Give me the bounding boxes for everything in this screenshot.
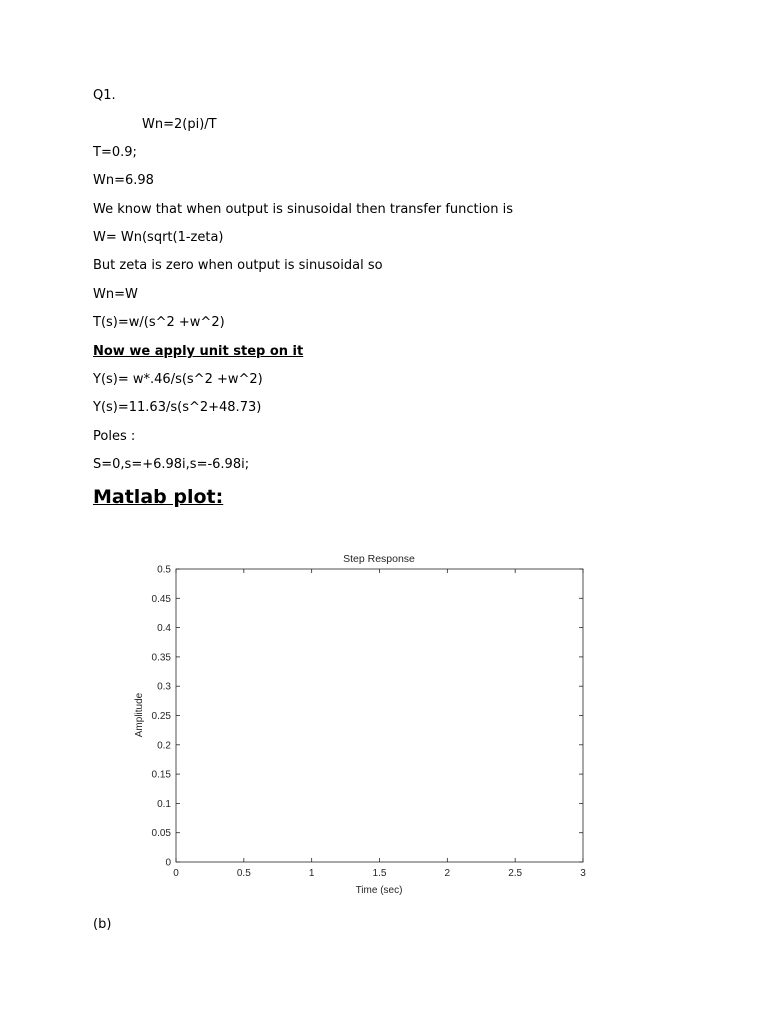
equation-natural-frequency: Wn=2(pi)/T (142, 117, 217, 132)
equation-transfer-function: T(s)=w/(s^2 +w^2) (93, 315, 225, 330)
text-zeta-statement: But zeta is zero when output is sinusoidal so (93, 258, 383, 273)
equation-ys-numeric: Y(s)=11.63/s(s^2+48.73) (93, 400, 262, 415)
y-tick-label-0.3: 0.3 (157, 681, 171, 693)
y-tick-label-0.1: 0.1 (157, 798, 171, 810)
x-axis-label: Time (sec) (355, 885, 403, 896)
y-tick-label-0.35: 0.35 (151, 652, 171, 664)
y-tick-label-0.15: 0.15 (151, 769, 171, 781)
equation-period: T=0.9; (93, 145, 137, 160)
chart-title: Step Response (343, 553, 415, 565)
text-poles-label: Poles : (93, 429, 136, 444)
text-sinusoidal-statement: We know that when output is sinusoidal then transfer function is (93, 202, 513, 217)
section-heading-matlab-plot: Matlab plot: (93, 486, 224, 508)
step-response-chart (120, 545, 600, 905)
equation-wn-equals-w: Wn=W (93, 287, 138, 302)
y-tick-label-0.5: 0.5 (157, 564, 171, 576)
question-label: Q1. (93, 88, 116, 103)
plot-area-frame (176, 569, 583, 862)
x-tick-label-3: 3 (580, 868, 586, 879)
equation-damped-frequency: W= Wn(sqrt(1-zeta) (93, 230, 224, 245)
footer-part-b-label: (b) (93, 917, 112, 932)
y-tick-label-0.4: 0.4 (157, 623, 171, 635)
x-tick-label-2.5: 2.5 (508, 868, 523, 879)
equation-ys-symbolic: Y(s)= w*.46/s(s^2 +w^2) (93, 372, 263, 387)
x-tick-label-1: 1 (308, 868, 315, 879)
equation-poles: S=0,s=+6.98i,s=-6.98i; (93, 457, 250, 472)
y-tick-label-0: 0 (165, 857, 171, 869)
x-tick-label-1.5: 1.5 (372, 868, 387, 879)
x-tick-label-0.5: 0.5 (236, 868, 251, 879)
subheading-unit-step: Now we apply unit step on it (93, 344, 304, 359)
equation-wn-value: Wn=6.98 (93, 173, 154, 188)
y-tick-label-0.2: 0.2 (157, 740, 171, 752)
x-tick-label-0: 0 (173, 868, 179, 879)
y-axis-label: Amplitude (134, 692, 145, 738)
x-tick-label-2: 2 (444, 868, 451, 879)
y-tick-label-0.45: 0.45 (151, 593, 171, 605)
y-tick-label-0.05: 0.05 (151, 828, 171, 840)
y-tick-label-0.25: 0.25 (151, 711, 171, 722)
